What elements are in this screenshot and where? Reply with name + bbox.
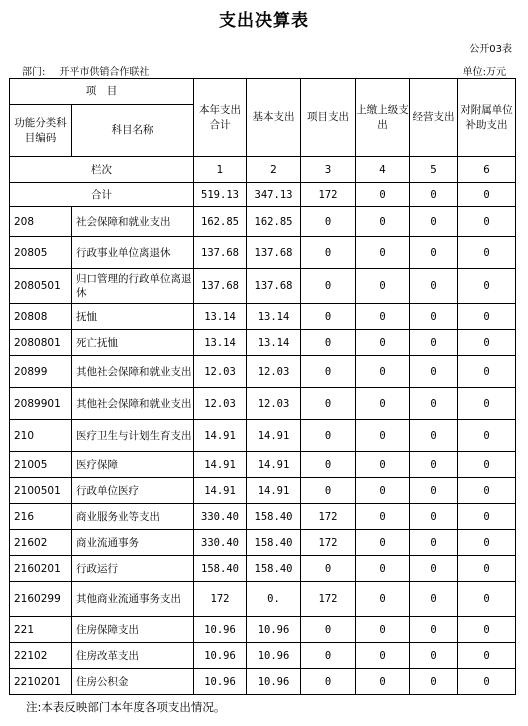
row-name: 医疗卫生与计划生育支出 [72,420,194,452]
row-value-cell: 0 [410,556,458,582]
row-value-cell: 0 [356,304,410,330]
row-value-cell: 13.14 [247,330,301,356]
row-code: 2210201 [10,669,72,695]
row-value-cell: 0 [410,388,458,420]
row-value-cell: 12.03 [247,356,301,388]
row-value-cell: 0 [356,478,410,504]
header-col-4: 上缴上级支出 [356,79,410,157]
row-value-cell: 12.03 [247,388,301,420]
row-value-cell: 0 [410,617,458,643]
row-value-cell: 0 [410,669,458,695]
table-row [10,304,516,330]
total-cell: 347.13 [247,183,301,207]
row-value-cell: 0 [410,269,458,304]
row-value-cell: 0 [458,617,516,643]
row-value-cell: 162.85 [247,207,301,237]
row-value-cell: 137.68 [194,237,247,269]
table-row [10,207,516,237]
row-value-cell: 0 [356,530,410,556]
row-value-cell: 0 [301,478,356,504]
row-value-cell: 13.14 [247,304,301,330]
row-value-cell: 0 [458,530,516,556]
row-value-cell: 14.91 [247,420,301,452]
row-code: 20899 [10,356,72,388]
row-name: 社会保障和就业支出 [72,207,194,237]
row-value-cell: 0 [356,582,410,617]
row-code: 2089901 [10,388,72,420]
row-value-cell: 0 [356,420,410,452]
row-value-cell: 0 [410,530,458,556]
seq-label: 栏次 [10,157,194,183]
row-value-cell: 14.91 [194,420,247,452]
row-value-cell: 0 [410,207,458,237]
row-value-cell: 0 [458,643,516,669]
row-value-cell: 158.40 [194,556,247,582]
table-row [10,556,516,582]
row-value-cell: 0 [301,556,356,582]
row-code: 22102 [10,643,72,669]
row-name: 医疗保障 [72,452,194,478]
seq-cell: 5 [410,157,458,183]
row-value-cell: 0 [301,207,356,237]
row-value-cell: 0 [458,330,516,356]
table-row [10,388,516,420]
seq-cell: 3 [301,157,356,183]
row-value-cell: 0 [356,388,410,420]
row-name: 住房保障支出 [72,617,194,643]
row-value-cell: 0 [458,582,516,617]
row-code: 208 [10,207,72,237]
row-value-cell: 10.96 [247,617,301,643]
expenditure-table [9,78,516,695]
row-value-cell: 330.40 [194,530,247,556]
header-col-1: 本年支出合计 [194,79,247,157]
row-value-cell: 0 [301,356,356,388]
seq-cell: 6 [458,157,516,183]
form-number: 公开03表 [469,44,512,55]
row-value-cell: 172 [194,582,247,617]
table-row [10,617,516,643]
row-value-cell: 0 [458,452,516,478]
seq-cell: 4 [356,157,410,183]
page-title: 支出决算表 [219,11,309,31]
row-value-cell: 14.91 [194,478,247,504]
row-value-cell: 13.14 [194,330,247,356]
row-value-cell: 0 [410,452,458,478]
table-row [10,356,516,388]
table-row [10,643,516,669]
row-name: 其他社会保障和就业支出 [72,356,194,388]
row-value-cell: 0 [458,304,516,330]
row-value-cell: 172 [301,504,356,530]
row-value-cell: 0 [458,356,516,388]
row-value-cell: 0 [356,207,410,237]
table-row [10,582,516,617]
row-value-cell: 0 [410,420,458,452]
row-value-cell: 0 [410,504,458,530]
row-value-cell: 0 [356,330,410,356]
header-name: 科目名称 [72,105,194,157]
unit-label: 单位:万元 [462,67,506,78]
total-cell: 172 [301,183,356,207]
row-value-cell: 0 [301,237,356,269]
row-code: 2100501 [10,478,72,504]
row-value-cell: 0 [458,669,516,695]
row-value-cell: 12.03 [194,356,247,388]
row-value-cell: 10.96 [194,617,247,643]
row-value-cell: 137.68 [247,269,301,304]
row-value-cell: 0 [356,643,410,669]
row-name: 抚恤 [72,304,194,330]
row-value-cell: 0 [356,269,410,304]
row-name: 商业服务业等支出 [72,504,194,530]
row-code: 21602 [10,530,72,556]
row-value-cell: 0 [458,504,516,530]
row-value-cell: 0 [301,617,356,643]
total-cell: 0 [356,183,410,207]
seq-cell: 1 [194,157,247,183]
row-value-cell: 0 [356,504,410,530]
row-value-cell: 0 [356,669,410,695]
table-row [10,452,516,478]
row-name: 其他社会保障和就业支出 [72,388,194,420]
table-row [10,530,516,556]
row-value-cell: 0 [356,237,410,269]
row-value-cell: 13.14 [194,304,247,330]
row-value-cell: 0 [410,643,458,669]
row-value-cell: 0 [356,452,410,478]
row-value-cell: 158.40 [247,530,301,556]
row-value-cell: 0 [410,330,458,356]
row-value-cell: 137.68 [194,269,247,304]
row-value-cell: 0 [458,556,516,582]
row-value-cell: 0 [356,556,410,582]
row-value-cell: 0 [356,356,410,388]
row-value-cell: 10.96 [194,643,247,669]
row-value-cell: 14.91 [247,478,301,504]
row-value-cell: 172 [301,582,356,617]
row-value-cell: 172 [301,530,356,556]
row-value-cell: 12.03 [194,388,247,420]
row-value-cell: 0 [458,207,516,237]
row-name: 死亡抚恤 [72,330,194,356]
total-cell: 519.13 [194,183,247,207]
total-row [10,183,516,207]
row-name: 其他商业流通事务支出 [72,582,194,617]
row-value-cell: 10.96 [247,669,301,695]
row-value-cell: 0 [301,669,356,695]
row-value-cell: 0 [458,478,516,504]
row-code: 20805 [10,237,72,269]
row-code: 2160299 [10,582,72,617]
row-code: 2160201 [10,556,72,582]
row-code: 221 [10,617,72,643]
header-col-2: 基本支出 [247,79,301,157]
row-value-cell: 0 [410,356,458,388]
table-row [10,669,516,695]
footnote: 注:本表反映部门本年度各项支出情况。 [26,700,226,714]
total-cell: 0 [458,183,516,207]
department-label: 部门: [22,67,46,78]
department-name: 开平市供销合作联社 [59,67,150,78]
row-value-cell: 10.96 [194,669,247,695]
row-name: 住房改革支出 [72,643,194,669]
row-value-cell: 0 [410,582,458,617]
row-value-cell: 0 [356,617,410,643]
seq-cell: 2 [247,157,301,183]
table-row [10,478,516,504]
row-code: 21005 [10,452,72,478]
row-value-cell: 137.68 [247,237,301,269]
total-label: 合计 [10,183,194,207]
row-code: 2080501 [10,269,72,304]
table-row [10,269,516,304]
row-value-cell: 330.40 [194,504,247,530]
row-value-cell: 158.40 [247,556,301,582]
table-row [10,237,516,269]
row-name: 住房公积金 [72,669,194,695]
header-code: 功能分类科目编码 [10,105,72,157]
department-line [22,63,149,78]
row-name: 商业流通事务 [72,530,194,556]
row-value-cell: 0 [458,269,516,304]
total-cell: 0 [410,183,458,207]
row-value-cell: 0 [458,237,516,269]
row-name: 行政单位医疗 [72,478,194,504]
row-value-cell: 10.96 [247,643,301,669]
row-value-cell: 0 [410,478,458,504]
row-code: 2080801 [10,330,72,356]
header-col-5: 经营支出 [410,79,458,157]
row-value-cell: 0 [301,643,356,669]
row-value-cell: 0 [410,304,458,330]
table-row [10,504,516,530]
header-col-3: 项目支出 [301,79,356,157]
row-value-cell: 0 [301,304,356,330]
row-value-cell: 0 [458,388,516,420]
row-value-cell: 14.91 [247,452,301,478]
row-value-cell: 0 [410,237,458,269]
row-value-cell: 0 [301,388,356,420]
row-value-cell: 0 [458,420,516,452]
row-name: 行政运行 [72,556,194,582]
table-row [10,420,516,452]
row-value-cell: 158.40 [247,504,301,530]
row-value-cell: 0 [301,330,356,356]
row-code: 20808 [10,304,72,330]
row-value-cell: 14.91 [194,452,247,478]
row-code: 216 [10,504,72,530]
row-value-cell: 0 [301,269,356,304]
row-value-cell: 162.85 [194,207,247,237]
row-code: 210 [10,420,72,452]
header-col-6: 对附属单位补助支出 [458,79,516,157]
row-name: 归口管理的行政单位离退休 [72,269,194,304]
row-value-cell: 0 [301,420,356,452]
table-row [10,330,516,356]
row-value-cell: 0. [247,582,301,617]
row-value-cell: 0 [301,452,356,478]
header-item: 项 目 [10,79,194,105]
row-name: 行政事业单位离退休 [72,237,194,269]
